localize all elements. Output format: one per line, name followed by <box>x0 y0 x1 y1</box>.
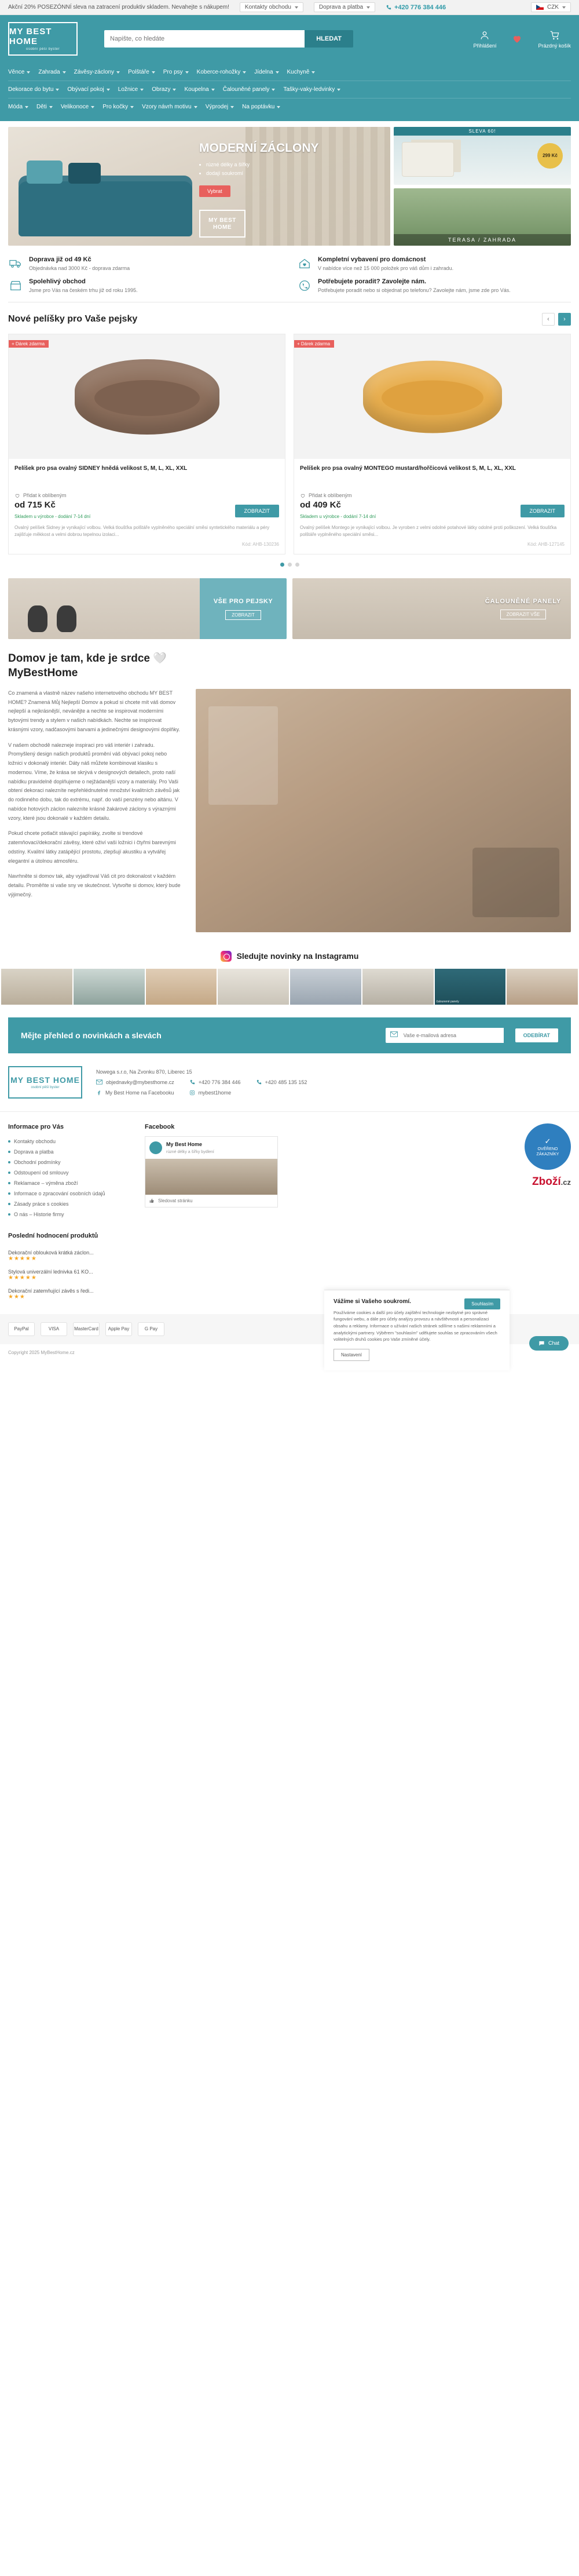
footer-link[interactable]: O nás – Historie firmy <box>8 1209 130 1220</box>
dog-bed-graphic <box>75 359 219 435</box>
nav-row-3 <box>8 98 571 115</box>
about-article <box>0 639 579 937</box>
nav-item[interactable]: Jídelna <box>254 67 287 78</box>
topbar-promo: Akční 20% POSEZÓNNÍ sleva na zatracení produktiv skladem. Nevahejte s nákupem! <box>8 4 229 10</box>
chevron-down-icon <box>562 6 566 9</box>
nav-item[interactable]: Dekorace do bytu <box>8 84 67 95</box>
benefit-item <box>297 256 571 272</box>
instagram-post[interactable] <box>290 969 361 1005</box>
site-header <box>0 15 579 64</box>
phone-icon <box>386 5 391 10</box>
nav-item[interactable]: Pro kočky <box>102 101 142 112</box>
nav-item[interactable]: Kuchyně <box>287 67 324 78</box>
tile-button[interactable]: ZOBRAZIT <box>225 610 261 620</box>
product-image <box>294 334 570 459</box>
product-stock: Skladem u výrobce - dodání 7-14 dní <box>14 514 91 520</box>
avatar <box>149 1141 162 1154</box>
chevron-down-icon <box>56 89 59 91</box>
verified-badge[interactable]: ✓ OVĚŘENO ZÁKAZNÍKY <box>525 1123 571 1170</box>
footer <box>0 1112 579 1224</box>
pillow-graphic <box>402 142 454 177</box>
chevron-down-icon <box>211 89 215 91</box>
footer-link[interactable]: Obchodní podmínky <box>8 1157 130 1167</box>
review-product[interactable]: Dekorační zatemňující závěs s ředi... <box>8 1287 94 1294</box>
rating-stars: ★★★★★ <box>8 1255 37 1262</box>
panels-tile[interactable] <box>292 578 571 639</box>
product-detail-button[interactable]: ZOBRAZIT <box>521 505 565 517</box>
benefit-item <box>8 256 282 272</box>
nav-item[interactable]: Na poptávku <box>242 101 288 112</box>
logo[interactable]: MY BEST HOME osobní pěší byster <box>8 22 78 56</box>
dog-bed-graphic <box>363 360 502 433</box>
product-card[interactable] <box>294 334 571 554</box>
carousel-dot[interactable] <box>280 563 284 567</box>
chevron-down-icon <box>25 106 28 108</box>
heart-icon <box>511 34 523 44</box>
cart-button[interactable]: Prázdný košík <box>538 30 571 49</box>
dogs-tile[interactable] <box>8 578 287 639</box>
hero-text <box>199 142 321 197</box>
chevron-down-icon <box>91 106 94 108</box>
phone-icon <box>256 1079 262 1085</box>
chevron-down-icon <box>295 6 298 9</box>
facebook-link[interactable]: My Best Home na Facebooku <box>96 1088 174 1098</box>
contact-phone-2[interactable]: +420 485 135 152 <box>256 1077 307 1088</box>
carousel-prev-button[interactable]: ‹ <box>542 313 555 326</box>
footer-facebook-title: Facebook <box>145 1123 175 1130</box>
nav-item[interactable]: Tašky-vaky-ledvinky <box>283 84 349 95</box>
chevron-down-icon <box>63 71 66 74</box>
hero-side-bottom-banner[interactable] <box>394 188 571 246</box>
copyright: Copyright 2025 MyBestHome.cz <box>8 1349 75 1355</box>
cookie-settings-button[interactable]: Nastavení <box>334 1349 369 1361</box>
chevron-down-icon <box>27 71 30 74</box>
chevron-down-icon <box>107 89 110 91</box>
nav-item[interactable]: Obrazy <box>152 84 184 95</box>
hero-logo-badge: MY BEST HOME <box>199 210 245 238</box>
benefit-title: Potřebujete poradit? Zavolejte nám. <box>318 278 427 285</box>
chevron-down-icon <box>140 89 144 91</box>
search-form <box>104 30 353 48</box>
carousel-dot[interactable] <box>288 563 292 567</box>
product-detail-button[interactable]: ZOBRAZIT <box>235 505 280 517</box>
contact-phone-1[interactable]: +420 776 384 446 <box>189 1077 241 1088</box>
chat-button[interactable]: Chat <box>529 1336 569 1351</box>
page-title: Nové pelíšky pro Vaše pejsky <box>8 314 138 324</box>
topbar-contact-select[interactable]: Kontakty obchodu <box>240 2 303 12</box>
shop-icon <box>8 278 23 293</box>
instagram-post[interactable]: čalounené panely <box>435 969 506 1005</box>
bullet-icon <box>8 1151 10 1153</box>
heart-icon <box>300 493 306 498</box>
review-item <box>8 1265 571 1285</box>
product-title[interactable]: Pelíšek pro psa ovalný MONTEGO mustard/hořčicová velikost S, M, L, XL, XXL <box>300 465 516 472</box>
chat-icon <box>538 1340 545 1347</box>
footer-logo[interactable]: MY BEST HOME osobní pěší byster <box>8 1066 82 1099</box>
nav-row-2 <box>8 81 571 98</box>
benefit-item <box>8 278 282 294</box>
instagram-post[interactable] <box>218 969 289 1005</box>
rating-stars: ★★★★★ <box>8 1274 37 1281</box>
nav-item[interactable]: Móda <box>8 101 36 112</box>
product-description: Ovalný pelíšek Montego je vynikající volbou. Je vyroben z velmi odolné potahové látky odolné proti poškození. Velká tloušťka polštáře vyplněného speciální směsi... <box>300 525 557 538</box>
article-heading: Domov je tam, kde je srdce 🤍 MyBestHome <box>8 652 167 680</box>
benefit-title: Doprava již od 49 Kč <box>29 256 91 263</box>
facebook-widget[interactable] <box>145 1136 278 1207</box>
product-grid <box>0 330 579 554</box>
product-image <box>9 334 285 459</box>
add-to-wishlist-button[interactable]: Přidat k oblíbeným <box>300 492 565 498</box>
add-to-wishlist-button[interactable]: Přidat k oblíbeným <box>14 492 279 498</box>
cookie-banner <box>324 1290 510 1370</box>
chevron-down-icon <box>230 106 234 108</box>
chevron-down-icon <box>152 71 155 74</box>
gift-badge: + Dárek zdarma <box>294 340 334 348</box>
chevron-down-icon <box>276 71 279 74</box>
footer-link[interactable]: Odstoupení od smlouvy <box>8 1167 130 1178</box>
chevron-down-icon <box>337 89 340 91</box>
instagram-post[interactable] <box>507 969 578 1005</box>
cookie-title: Vážíme si Vašeho soukromí. <box>334 1298 411 1305</box>
nav-item[interactable]: Ložnice <box>118 84 152 95</box>
instagram-post[interactable] <box>362 969 434 1005</box>
article-text: Co znamená a vlastně název našeho internetového obchodu MY BEST HOME? Znamená Můj Nejlepší Domov a pokud si chcete mít váš domov nejlepší a nejkrásnější, nevánějte a nechte se inspirovat moderními bytovými trendy a stylem v našich nabídkách. Nechte se inspirovat krásnými vzory, nadčasovými barvami a jedinečnými designovými doplňky. V našem obchodě nalezneje inspiraci pro váš interiér i zahradu. Promyšlený design našich produktů promění váš obývací pokoj nebo ložnici v dokonalý interiér. Dáty náš můžete kombinovat klasiku s modernou. Víme, že krása se skrývá v designových detailech, proto naší nabídku pravidelně doplňujeme o nejžádanější vzory a materiály. Pro Vaši obtení dekoraci nalezníte nepřehlédnutelné množství kvalitních závěsů jak do rodinného dobu, tak do extrému, např. do vaší penzény nebo altánu. V nabídce hotových záclon nalezníte krásné žakárové záclony s výraznými vzory, které jsou dokonalé v každém detailu. Pokud chcete potlačit stávající papíráky, zvolte si trendové zatemňovací/dekorační závěsy, které oživí vaši ložnici i čtyřmi barevnými odstíny. Kvalitní látky zatápějící prostotu, zlepšují akustiku a vytvářej elegantní a útolnou atmosféru. Navrhněte si domov tak, aby vyjadřoval Váš cit pro dokonalost v každém detailu. Proměňte si vaše sny ve skutečnost. Vytvořte si domov, který bude výjimečný. <box>8 689 181 897</box>
products-section-header <box>0 302 579 330</box>
currency-select[interactable]: CZK <box>531 2 571 12</box>
product-price: od 715 Kč <box>14 500 56 510</box>
newsletter <box>8 1017 571 1053</box>
carousel-dot[interactable] <box>295 563 299 567</box>
nav-item[interactable]: Výprodej <box>206 101 242 112</box>
fb-page-sub: rúzné délky a šířky bydlení <box>166 1150 214 1154</box>
footer-link[interactable]: Informace o zpracování osobních údajů <box>8 1188 130 1199</box>
main-nav <box>0 64 579 121</box>
fb-page-name: My Best Home <box>166 1141 203 1147</box>
hero-side-banners <box>394 127 571 246</box>
nav-item[interactable]: Velikonoce <box>61 101 102 112</box>
promo-tiles <box>0 569 579 639</box>
chevron-down-icon <box>243 71 246 74</box>
benefit-item <box>297 278 571 294</box>
bullet-icon <box>8 1203 10 1205</box>
topbar-shipping-select[interactable]: Doprava a platba <box>314 2 375 12</box>
chevron-down-icon <box>130 106 134 108</box>
benefit-title: Kompletní vybavení pro domácnost <box>318 256 426 263</box>
sofa-graphic <box>19 176 192 236</box>
carousel-dots <box>0 554 579 569</box>
rating-stars: ★★★ <box>8 1293 25 1300</box>
footer-info-column <box>8 1123 130 1220</box>
footer-badges-column <box>293 1123 571 1220</box>
instagram-title: Sledujte novinky na Instagramu <box>236 951 359 961</box>
instagram-icon <box>189 1090 195 1096</box>
instagram-post[interactable] <box>74 969 145 1005</box>
tile-button[interactable]: ZOBRAZIT VŠE <box>500 610 547 619</box>
benefit-title: Spolehlivý obchod <box>29 278 86 285</box>
benefit-text: V nabídce více než 15 000 položek pro váš dům i zahradu. <box>318 265 454 271</box>
footer-facebook-column <box>145 1123 278 1220</box>
nav-item[interactable]: Pro psy <box>163 67 197 78</box>
instagram-post[interactable] <box>1 969 72 1005</box>
hero-bullets: • rúzné délky a šířky • dodají soukromí <box>199 160 321 178</box>
product-title[interactable]: Pelíšek pro psa ovalný SIDNEY hnědá velikost S, M, L, XL, XXL <box>14 465 188 472</box>
nav-item[interactable]: Polštáře <box>128 67 163 78</box>
instagram-link[interactable]: mybest1home <box>189 1088 232 1098</box>
chevron-down-icon <box>49 106 53 108</box>
payment-paypal: PayPal <box>8 1322 35 1336</box>
review-product[interactable]: Stylová univerzální lednivka 61 KO... <box>8 1268 93 1275</box>
chevron-down-icon <box>272 89 275 91</box>
bullet-icon <box>8 1182 10 1184</box>
nav-item[interactable]: Obývací pokoj <box>67 84 118 95</box>
article-image <box>196 689 571 932</box>
nav-item[interactable]: Zahrada <box>38 67 74 78</box>
nav-item[interactable]: Vzory návrh motivu <box>142 101 206 112</box>
review-product[interactable]: Dekorační oblouková krátká záclon... <box>8 1249 94 1256</box>
thumbs-up-icon <box>149 1198 155 1203</box>
newsletter-email-input[interactable] <box>402 1028 504 1043</box>
topbar <box>0 0 579 15</box>
discount-bar: SLEVA 60! <box>394 127 571 136</box>
contact-address: Nowega s.r.o, Na Zvonku 870, Liberec 15 <box>96 1068 192 1075</box>
tile-title: ČALOUNĚNÉ PANELY <box>485 598 562 605</box>
footer-info-title: Informace pro Vás <box>8 1123 64 1130</box>
footer-link[interactable]: Doprava a platba <box>8 1147 130 1157</box>
banner-caption: TERASA / ZAHRADA <box>394 234 571 246</box>
nav-item[interactable]: Závěsy-záclony <box>74 67 128 78</box>
instagram-grid <box>0 969 579 1005</box>
nav-item[interactable]: Koupelna <box>184 84 222 95</box>
fb-post-image <box>145 1159 277 1195</box>
flag-cz-icon <box>536 5 544 10</box>
contact-strip <box>0 1053 579 1112</box>
price-badge: 299 Kč <box>537 143 563 169</box>
envelope-icon <box>96 1079 102 1085</box>
product-code: Kód: AHB-130236 <box>241 542 279 548</box>
tile-title: VŠE PRO PEJSKY <box>213 598 273 605</box>
chevron-down-icon <box>194 106 197 108</box>
chevron-down-icon <box>367 6 370 9</box>
heart-icon <box>14 493 20 498</box>
bullet-icon <box>8 1172 10 1174</box>
newsletter-subscribe-button[interactable]: ODEBÍRAT <box>515 1028 558 1042</box>
truck-icon <box>8 256 23 271</box>
bullet-icon <box>8 1213 10 1216</box>
chevron-down-icon <box>312 71 315 74</box>
payment-applepay: Apple Pay <box>105 1322 132 1336</box>
home-heart-icon <box>297 256 312 271</box>
dog-graphic <box>57 605 76 632</box>
hero-title: MODERNÍ ZÁCLONY <box>199 141 319 155</box>
facebook-icon <box>96 1090 102 1096</box>
search-button[interactable]: HLEDAT <box>305 30 353 48</box>
wishlist-button[interactable] <box>511 34 523 44</box>
instagram-post[interactable] <box>146 969 217 1005</box>
instagram-header <box>0 938 579 969</box>
hero-banners <box>0 121 579 246</box>
review-item <box>8 1246 571 1265</box>
footer-links <box>8 1136 130 1220</box>
hero-main-banner[interactable] <box>8 127 390 246</box>
footer-link[interactable]: Kontakty obchodu <box>8 1136 130 1147</box>
newsletter-title: Mějte přehled o novinkách a slevách <box>21 1030 162 1040</box>
dogs-photo <box>8 578 200 639</box>
benefit-text: Potřebujete poradit nebo si objednat po telefonu? Zavolejte nám, jsme zde pro Vás. <box>318 287 511 293</box>
product-card[interactable] <box>8 334 285 554</box>
search-input[interactable] <box>104 30 305 48</box>
nav-item[interactable]: Koberce-rohožky <box>197 67 255 78</box>
payment-visa: VISA <box>41 1322 67 1336</box>
product-stock: Skladem u výrobce - dodání 7-14 dní <box>300 514 376 520</box>
chevron-down-icon <box>277 106 280 108</box>
header-icons <box>473 30 571 49</box>
newsletter-input-wrap <box>386 1028 504 1043</box>
fb-follow-button[interactable]: Sledovat stránku <box>145 1195 277 1207</box>
nav-item[interactable]: Věnce <box>8 67 38 78</box>
chevron-down-icon <box>116 71 120 74</box>
carousel-arrows <box>542 313 571 326</box>
bullet-icon <box>8 1140 10 1143</box>
footer-link[interactable]: Zásady práce s cookies <box>8 1199 130 1209</box>
bullet-icon <box>8 1192 10 1195</box>
reviews-title: Poslední hodnocení produktů <box>8 1232 98 1239</box>
nav-item[interactable]: Děti <box>36 101 61 112</box>
phone-icon <box>189 1079 195 1085</box>
dog-graphic <box>28 605 47 632</box>
hero-cta-button[interactable]: Vybrat <box>199 185 230 197</box>
nav-row-1 <box>8 64 571 81</box>
instagram-icon <box>221 951 232 962</box>
product-price: od 409 Kč <box>300 500 341 510</box>
cookie-accept-button[interactable]: Souhlasím <box>464 1298 500 1309</box>
nav-item[interactable]: Čalouněné panely <box>223 84 284 95</box>
bullet-icon <box>8 1161 10 1163</box>
gift-badge: + Dárek zdarma <box>9 340 49 348</box>
login-button[interactable]: Přihlášení <box>473 30 496 49</box>
carousel-next-button[interactable]: › <box>558 313 571 326</box>
contact-info <box>96 1067 307 1098</box>
benefits-grid <box>0 246 579 302</box>
footer-link[interactable]: Reklamace – výměna zboží <box>8 1178 130 1188</box>
chevron-down-icon <box>185 71 189 74</box>
payment-mastercard: MasterCard <box>73 1322 100 1336</box>
contact-email[interactable]: objednavky@mybesthome.cz <box>96 1077 174 1088</box>
zbozi-logo[interactable]: Zboží.cz <box>532 1175 571 1188</box>
product-code: Kód: AHB-127145 <box>527 542 565 548</box>
payment-gpay: G Pay <box>138 1322 164 1336</box>
phone-icon <box>297 278 312 293</box>
cart-icon <box>549 30 560 41</box>
hero-side-top-banner[interactable] <box>394 127 571 185</box>
envelope-icon <box>386 1031 402 1039</box>
product-description: Ovalný pelíšek Sidney je vynikající volbou. Velká tloušťka polštáře vyplněného speciální směsi syntetického materiálu a péry zajišťuje měkkost a velmi dobrou tepelnou izolaci... <box>14 525 270 538</box>
cookie-text: Používáme cookies a další pro účely zajištění technologie nezbytné pro správné fungování webu, a dále pro účely analýzy provozu a návštěvnosti a personalizaci obsahu a reklamy. Informace o užívání našich stránek sdílíme s našimi reklamními a analytickými partnery. Výběrem "souhlasím" udělujete souhlas se zpracováním všech volitelných druhů cookies pro Vaše zmíněné účely. <box>334 1309 497 1342</box>
benefit-text: Objednávka nad 3000 Kč - doprava zdarma <box>29 265 130 271</box>
chevron-down-icon <box>173 89 176 91</box>
user-icon <box>479 30 490 41</box>
benefit-text: Jsme pro Vás na českém trhu již od roku 1995. <box>29 287 138 293</box>
topbar-phone[interactable]: +420 776 384 446 <box>386 4 446 11</box>
